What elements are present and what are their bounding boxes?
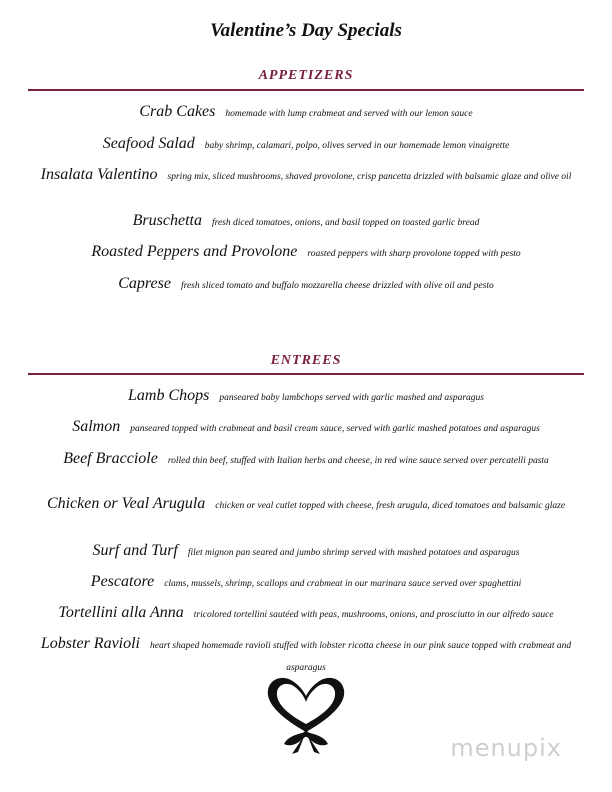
menu-item-salmon bbox=[20, 416, 592, 438]
menu-item-insalata-valentino bbox=[40, 164, 572, 186]
page-title: Valentine’s Day Specials bbox=[210, 20, 402, 41]
item-name: Beef Bracciole bbox=[63, 450, 158, 467]
menu-item-crab-cakes bbox=[40, 101, 572, 123]
item-name: Caprese bbox=[118, 275, 171, 292]
appetizers-divider bbox=[28, 89, 584, 91]
menupix-watermark: menupix bbox=[450, 734, 562, 762]
entrees-heading: ENTREES bbox=[270, 353, 342, 368]
menu-item-roasted-peppers bbox=[40, 241, 572, 263]
item-description: panseared topped with crabmeat and basil cream sauce, served with garlic mashed potatoes and asparagus bbox=[130, 424, 540, 434]
menu-item-chicken-veal-arugula bbox=[40, 493, 572, 515]
item-description: tricolored tortellini sautéed with peas, mushrooms, onions, and prosciutto in our alfredo sauce bbox=[193, 610, 554, 620]
item-description: heart shaped homemade ravioli stuffed with lobster ricotta cheese in our pink sauce topped with crabmeat and asparagus bbox=[150, 641, 572, 673]
item-name: Crab Cakes bbox=[139, 103, 216, 120]
item-description: roasted peppers with sharp provolone topped with pesto bbox=[307, 249, 521, 259]
item-name: Bruschetta bbox=[132, 212, 202, 229]
item-name: Seafood Salad bbox=[102, 135, 195, 152]
item-description: chicken or veal cutlet topped with cheese, fresh arugula, diced tomatoes and balsamic glaze bbox=[215, 501, 566, 511]
menu-item-pescatore bbox=[40, 571, 572, 593]
item-name: Lobster Ravioli bbox=[40, 635, 140, 652]
item-description: filet mignon pan seared and jumbo shrimp served with mashed potatoes and asparagus bbox=[187, 548, 520, 558]
item-description: panseared baby lambchops served with garlic mashed and asparagus bbox=[219, 393, 484, 403]
menu-item-bruschetta bbox=[40, 210, 572, 232]
menu-item-surf-and-turf bbox=[40, 540, 572, 562]
menu-item-lamb-chops bbox=[30, 385, 582, 407]
item-description: baby shrimp, calamari, polpo, olives served in our homemade lemon vinaigrette bbox=[204, 141, 510, 151]
item-name: Lamb Chops bbox=[128, 387, 210, 404]
item-name: Pescatore bbox=[90, 573, 155, 590]
item-name: Insalata Valentino bbox=[40, 166, 158, 183]
menu-item-tortellini-alla-anna bbox=[30, 602, 582, 624]
entrees-divider bbox=[28, 373, 584, 375]
item-name: Salmon bbox=[72, 418, 121, 435]
item-name: Chicken or Veal Arugula bbox=[46, 495, 206, 512]
item-name: Surf and Turf bbox=[92, 542, 178, 559]
item-name: Tortellini alla Anna bbox=[58, 604, 184, 621]
menu-item-lobster-ravioli bbox=[30, 633, 582, 676]
menu-item-seafood-salad bbox=[40, 133, 572, 155]
appetizers-heading: APPETIZERS bbox=[258, 68, 354, 83]
item-name: Roasted Peppers and Provolone bbox=[91, 243, 298, 260]
item-description: clams, mussels, shrimp, scallops and crabmeat in our marinara sauce served over spaghettini bbox=[164, 579, 522, 589]
item-description: homemade with lump crabmeat and served with our lemon sauce bbox=[225, 109, 473, 119]
item-description: fresh diced tomatoes, onions, and basil topped on toasted garlic bread bbox=[211, 218, 480, 228]
item-description: spring mix, sliced mushrooms, shaved provolone, crisp pancetta drizzled with balsamic glaze and olive oil bbox=[167, 172, 572, 182]
item-description: rolled thin beef, stuffed with Italian herbs and cheese, in red wine sauce served over percatelli pasta bbox=[167, 456, 549, 466]
item-description: fresh sliced tomato and buffalo mozzarella cheese drizzled with olive oil and pesto bbox=[180, 281, 494, 291]
menu-item-beef-bracciole bbox=[30, 448, 582, 470]
menu-item-caprese bbox=[40, 273, 572, 295]
heart-bow-icon bbox=[258, 672, 354, 756]
